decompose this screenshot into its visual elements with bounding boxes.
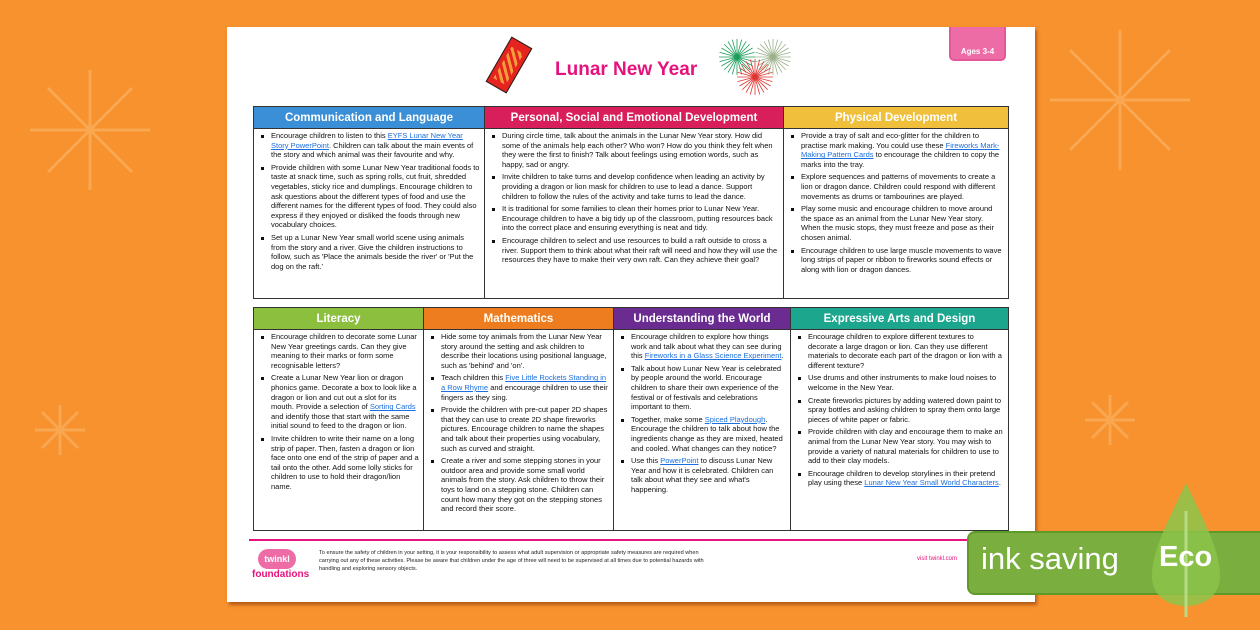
resource-link[interactable]: Sorting Cards [369,402,416,412]
activity-item [260,233,480,271]
activity-text: and encourage children to use their fingers as they sing. [441,382,608,402]
activity-item [797,469,1004,488]
resource-link[interactable]: Lunar New Year Small World Characters [864,478,999,488]
activity-text: Create a river and some stepping stones in your outdoor area and provide some small world animals from the story. Ask children to throw their toys to land on a stepping stone. Children can count how many they got on the stepping stones and record their score. [441,456,605,514]
activity-text: Encourage children to listen to this [271,131,388,140]
activity-text: Use this [631,456,661,466]
activity-text: to encourage the children to copy the marks into the tray. [801,150,1000,169]
activity-text: Together, make some [631,414,705,424]
activity-text: . [998,478,1001,488]
section-mathematics [424,308,614,530]
activity-text: . [781,351,784,361]
activity-text: Set up a Lunar New Year small world scene using animals from the story and a river. Give the children instructions to follow, such as 'Place the animals beside the river' or 'Put the dog on the raft.' [271,232,474,271]
activity-text: Encourage children to develop storylines in their pretend play using these [808,468,996,488]
section-communication-and-language [254,107,485,298]
document-page [227,27,1035,602]
activity-item [620,364,786,412]
activity-text: Provide a tray of salt and eco-glitter for the children to practise mark making. You could use these [801,131,980,150]
twinkl-foundations-logo [252,547,310,587]
activity-item [620,456,786,494]
activity-item [260,163,480,230]
activity-item [790,172,1004,201]
activity-list [791,330,1008,491]
section-expressive-arts-and-design [791,308,1008,530]
activity-text: Encourage children to explore how things work and talk about what they can see during this [631,332,782,361]
activity-text: Encourage children to use large muscle movements to wave long strips of paper or ribbon to fireworks sound effects or along with lion or dragon dances. [801,245,1002,274]
activity-item [797,396,1004,425]
activity-text: and identify those that start with the same initial sound to feed to the dragon or lion. [271,411,410,431]
activity-item [260,434,419,492]
top-sections-grid [253,106,1009,299]
section-personal-social-emotional [485,107,784,298]
activity-text: Create fireworks pictures by adding watered down paint to spray bottles and asking children to spray them onto large pieces of white paper or fabric. [808,395,1002,424]
activity-list [424,330,613,517]
resource-link[interactable]: PowerPoint [660,456,699,466]
section-header: Understanding the World [614,308,790,330]
activity-item [797,427,1004,465]
section-header: Communication and Language [254,107,484,129]
activity-list [485,129,783,268]
activity-item [260,373,419,431]
resource-link[interactable]: Fireworks Mark-Making Pattern Cards [801,140,1000,160]
activity-text: Encourage children to decorate some Lunar New Year greetings cards. Can they give meaning to their marks or form some recognisable letters? [271,332,417,370]
activity-item [491,236,779,265]
ages-badge: Ages 3-4 [949,27,1006,61]
activity-text: Explore sequences and patterns of movements to create a lion or dragon dance. Children could respond with different movements as drums or tambourines are played. [801,172,996,201]
eco-label: Eco [1159,541,1213,573]
activity-item [790,131,1004,169]
page-title: Lunar New Year [555,59,698,80]
activity-item [491,204,779,233]
activity-item [430,456,609,514]
section-header: Physical Development [784,107,1008,129]
resource-link[interactable]: Five Little Rockets Standing in a Row Rhyme [441,373,607,392]
activity-text: Invite children to take turns and develop confidence when leading an activity by providing a dragon or lion mask for children to use to lead a dance. Support children to follow the rules of the activity and take turns to lead the dance. [502,172,765,201]
section-header: Literacy [254,308,423,330]
safety-disclaimer: To ensure the safety of children in your setting, it is your responsibility to assess what adult supervision or appropriate safety measures are required when carrying out any of these activities. Please be aware that children under the age of three will need to be supervised at all times due to potential hazards with handling and exploring sensory objects. [319,550,704,572]
activity-text: Invite children to write their name on a long strip of paper. Then, fasten a dragon or lion face onto one end of the strip of paper and a tail onto the other. Add some lolly sticks for children to use to hold their dragon/lion name. [271,433,419,491]
activity-item [797,332,1004,370]
section-literacy [254,308,424,530]
section-header: Mathematics [424,308,613,330]
activity-text: to discuss Lunar New Year and how it is celebrated. Children can talk about what they see and what's happening. [631,456,774,494]
activity-text: It is traditional for some families to clean their homes prior to Lunar New Year. Encourage children to have a big tidy up of the classroom, putting resources back into the correct place and ensuring everything is neat and tidy. [502,204,773,233]
activity-item [790,204,1004,242]
activity-list [784,129,1008,277]
activity-text: Provide children with clay and encourage them to make an animal from the Lunar New Year story. You may wish to provide a variety of natural materials for children to use to add to their clay models. [808,427,1003,466]
activity-item [491,131,779,169]
activity-item [620,415,786,453]
activity-text: During circle time, talk about the animals in the Lunar New Year story. How did some of the animals help each other? Who won? How do you think they felt when they were the first to finish? Talk about feelings using emotion words, such as happy, sad or angry. [502,131,773,169]
section-understanding-the-world [614,308,791,530]
activity-item [430,332,609,370]
ink-saving-label: ink saving [981,541,1119,576]
activity-item [430,373,609,402]
activity-item [491,172,779,201]
resource-link[interactable]: EYFS Lunar New Year Story PowerPoint [271,131,463,150]
activity-text: Encourage children to explore different textures to decorate a large dragon or lion. Can they use different materials to decorate each part of the dragon or lion with a different texture? [808,332,1002,370]
activity-list [254,330,423,495]
activity-item [620,332,786,361]
fireworks-icon [715,37,800,102]
red-envelope-icon [486,36,533,93]
section-physical-development [784,107,1008,298]
activity-list [254,129,484,274]
activity-text: . Encourage the children to talk about how the ingredients change as they are mixed, heated and cooled. What changes can they notice? [631,414,783,453]
activity-item [430,405,609,453]
logo-text: twinkl [258,549,296,569]
activity-text: Use drums and other instruments to make loud noises to welcome in the New Year. [808,373,997,392]
activity-text: Provide children with some Lunar New Year traditional foods to taste at snack time, such as spring rolls, cut fruit, shredded vegetables, sticky rice and dumplings. Encourage children to ask questions about the different types of food and use the different names for the different types of food. They could also express if they enjoyed or disliked the foods through new vocabulary choices. [271,162,480,230]
resource-link[interactable]: Spiced Playdough [704,414,766,424]
activity-item [797,373,1004,392]
footer-divider [249,539,1013,541]
resource-link[interactable]: Fireworks in a Glass Science Experiment [644,351,782,361]
activity-item [260,332,419,370]
activity-list [614,330,790,498]
visit-link[interactable]: visit twinkl.com [917,556,958,562]
activity-text: Encourage children to select and use resources to build a raft outside to cross a river. Support them to think about what their raft will need and how they will use the resources they have to make their very own raft. Can they achieve their goal? [502,235,778,265]
activity-text: Hide some toy animals from the Lunar New Year story around the setting and ask children to describe their locations using positional language, such as 'behind' and 'on'. [441,332,607,370]
activity-text: . Children can talk about the main events of the story and which animal was their favourite and why. [271,140,474,160]
activity-text: Provide the children with pre-cut paper 2D shapes that they can use to create 2D shape fireworks pictures. Encourage children to name the shapes and talk about their properties using vocabulary, such as curved and straight. [441,405,608,453]
activity-item [790,246,1004,275]
activity-text: Create a Lunar New Year lion or dragon phonics game. Decorate a box to look like a dragon or lion and cut out a slot for its mouth. Provide a selection of [271,373,417,412]
activity-text: Talk about how Lunar New Year is celebrated by people around the world. Encourage children to share their own experience of the festival or of festivals and celebrations important to them. [631,363,782,412]
section-header: Personal, Social and Emotional Development [485,107,783,129]
section-header: Expressive Arts and Design [791,308,1008,330]
logo-subtext: foundations [252,569,310,580]
bottom-sections-grid [253,307,1009,531]
activity-text: Teach children this [441,373,506,383]
activity-text: Play some music and encourage children to move around the space as an animal from the Lunar New Year story. When the music stops, they must freeze and pose as their chosen animal. [801,204,995,242]
activity-item [260,131,480,160]
